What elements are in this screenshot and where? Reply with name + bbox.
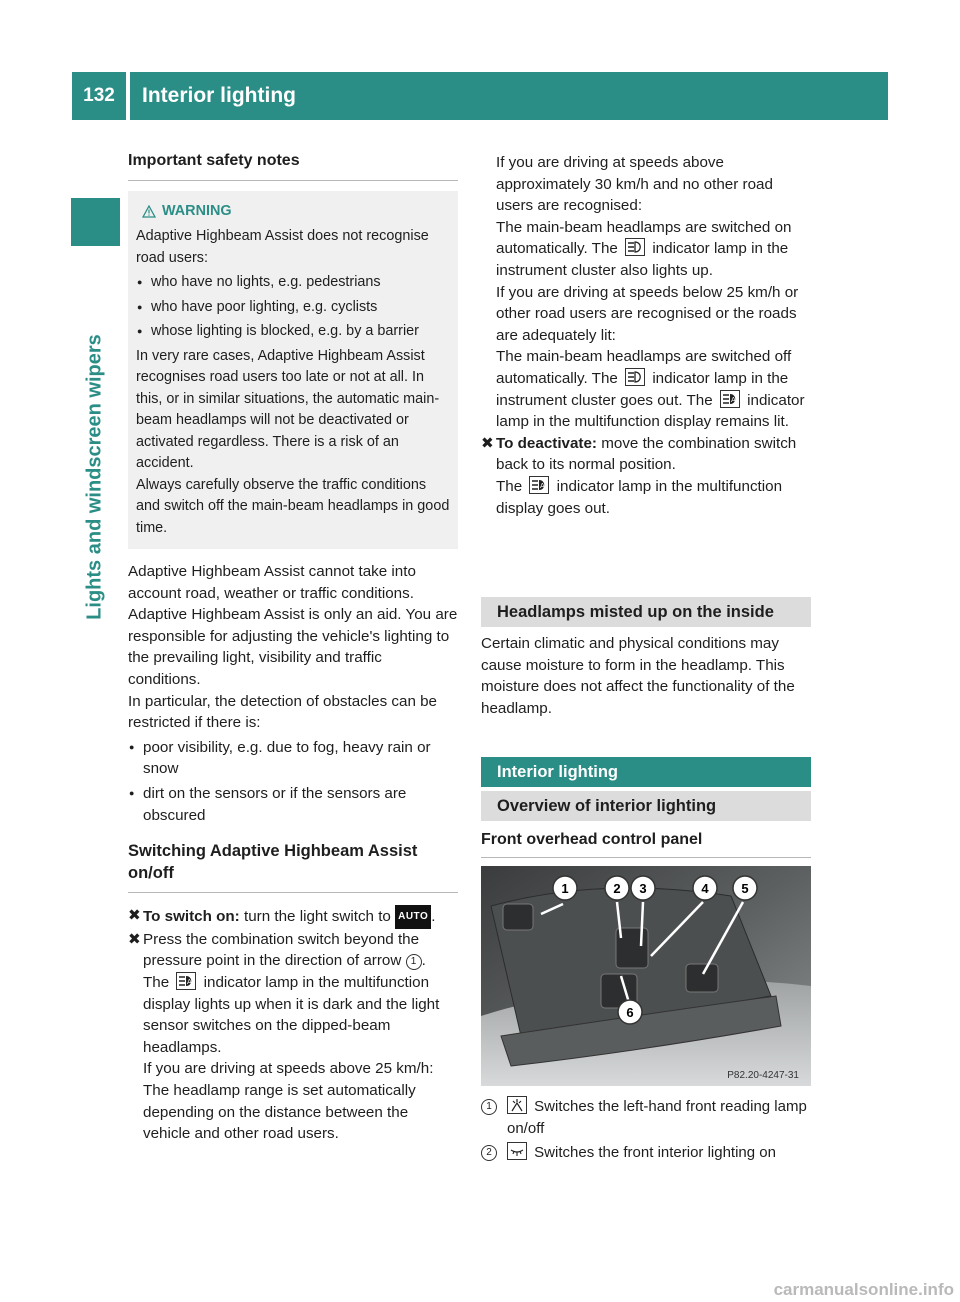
left-column [128, 150, 458, 1145]
overhead-panel-photo [481, 866, 811, 1086]
list-item: ● poor visibility, e.g. due to fog, heavy rain or snow [128, 737, 458, 780]
safety-heading: Important safety notes [128, 150, 458, 181]
step-detail: The A indicator lamp in the multifunction display lights up when it is dark and the light sensor switches on the dipped-beam headlamps. [143, 974, 440, 1056]
svg-text:A: A [187, 978, 193, 986]
side-tab-label: Lights and windscreen wipers [83, 334, 106, 620]
right-column [481, 152, 811, 519]
warning-title: WARNING [142, 201, 450, 223]
body-paragraph: In particular, the detection of obstacles can be restricted if there is: [128, 692, 438, 732]
auto-symbol-icon: AUTO [395, 905, 431, 929]
page-title: Interior lighting [130, 72, 888, 120]
body-paragraph: Adaptive Highbeam Assist cannot take into account road, weather or traffic conditions. Adaptive Highbeam Assist is only an aid. You are responsible for adjusting the vehicle's lighting to the prevailing light, visibility and traffic conditions. [128, 563, 458, 689]
side-tab [71, 262, 120, 692]
switching-heading: Switching Adaptive Highbeam Assist on/off [128, 840, 458, 893]
callout-marker: 2 [481, 1145, 497, 1161]
warning-box [128, 191, 458, 550]
step-detail: The main-beam headlamps are switched off automatically. The indicator lamp in the instrument cluster goes out. The A indicator lamp in the multifunction display remains lit. [496, 348, 805, 431]
svg-text:A: A [540, 481, 546, 490]
list-item: ● whose lighting is blocked, e.g. by a barrier [136, 321, 450, 343]
step-detail: The headlamp range is set automatically depending on the distance between the vehicle and other road users. [143, 1081, 416, 1143]
step-detail: The A indicator lamp in the multifunction display goes out. [496, 477, 783, 517]
main-beam-icon [625, 368, 645, 386]
warning-paragraph: In very rare cases, Adaptive Highbeam Assist recognises road users too late or not at all. In this, or in similar situations, the automatic main-beam headlamps will not be deactivated or activated regardless. There is a risk of an accident. [136, 347, 440, 472]
list-item: ● who have no lights, e.g. pedestrians [136, 272, 450, 294]
callout-marker: 1 [481, 1099, 497, 1115]
warning-intro: Adaptive Highbeam Assist does not recognise road users: [136, 228, 429, 266]
warning-paragraph: Always carefully observe the traffic conditions and switch off the main-beam headlamps in good time. [136, 476, 450, 536]
section-header-overview: Overview of interior lighting [481, 791, 811, 821]
adaptive-highbeam-icon [720, 390, 740, 408]
step-detail: If you are driving at speeds below 25 km/h or other road users are recognised or the roads are adequately lit: [496, 283, 799, 344]
photo-code: P82.20-4247-31 [727, 1070, 799, 1081]
callout-marker: 1 [406, 954, 422, 970]
callout-5: 5 [741, 881, 749, 896]
instruction-step: ✖ To switch on: turn the light switch to AUTO . [128, 905, 458, 929]
adaptive-highbeam-icon [176, 972, 196, 990]
svg-text:A: A [730, 395, 736, 404]
reading-lamp-icon [507, 1096, 527, 1114]
step-arrow-icon: ✖ [481, 434, 494, 452]
caption-item: 2 Switches the front interior lighting on [481, 1142, 813, 1164]
page-number: 132 [72, 72, 126, 120]
caption-list [481, 1096, 813, 1164]
main-beam-icon [625, 238, 645, 256]
adaptive-highbeam-icon [529, 476, 549, 494]
callout-6: 6 [626, 1005, 634, 1020]
list-item: ● who have poor lighting, e.g. cyclists [136, 297, 450, 319]
step-detail: If you are driving at speeds above 25 km/h: [143, 1060, 434, 1078]
side-tab-marker [71, 198, 120, 246]
panel-heading: Front overhead control panel [481, 831, 811, 858]
instruction-step: ✖ To deactivate: move the combination switch back to its normal position. [481, 434, 797, 474]
callout-3: 3 [639, 881, 647, 896]
step-arrow-icon: ✖ [128, 907, 141, 925]
section-header-misted: Headlamps misted up on the inside [481, 597, 811, 627]
warning-icon [142, 205, 156, 218]
watermark: carmanualsonline.info [773, 1280, 954, 1299]
step-arrow-icon: ✖ [128, 930, 141, 948]
step-detail: If you are driving at speeds above approximately 30 km/h and no other road users are recognised: [496, 154, 773, 215]
list-item: ● dirt on the sensors or if the sensors are obscured [128, 783, 458, 826]
caption-item: 1 Switches the left-hand front reading lamp on/off [481, 1096, 813, 1139]
callout-4: 4 [701, 881, 709, 896]
callout-1: 1 [561, 881, 569, 896]
body-paragraph: Certain climatic and physical conditions may cause moisture to form in the headlamp. This moisture does not affect the functionality of the headlamp. [481, 635, 795, 717]
interior-light-icon [507, 1142, 527, 1160]
callout-2: 2 [613, 881, 621, 896]
section-header-interior: Interior lighting [481, 757, 811, 787]
step-detail: The main-beam headlamps are switched on automatically. The indicator lamp in the instrument cluster also lights up. [496, 218, 792, 279]
instruction-step: ✖ Press the combination switch beyond the pressure point in the direction of arrow 1 . [128, 930, 426, 970]
